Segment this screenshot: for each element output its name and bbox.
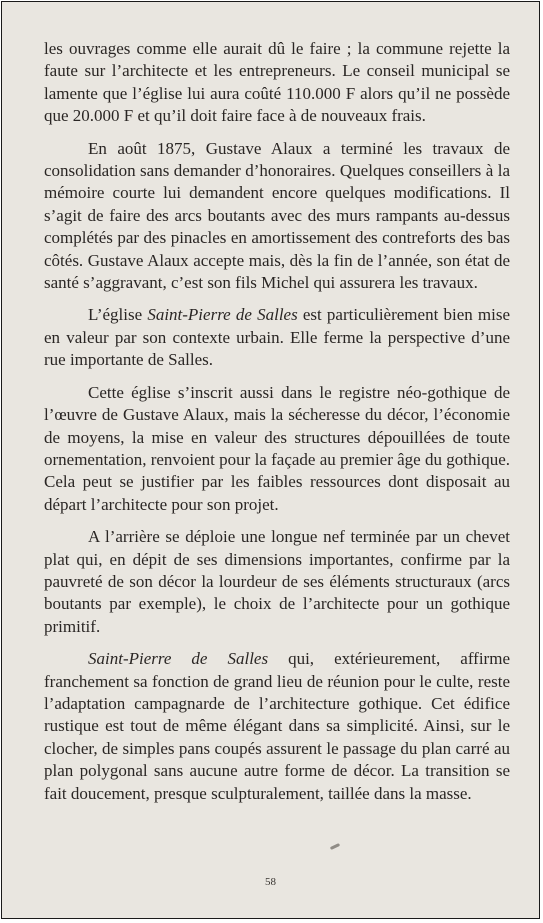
book-page	[1, 1, 540, 919]
paragraph-3-start: L’église	[88, 305, 148, 325]
paragraph-6-rest: qui, extérieurement, affirme franchement sa fonction de grand lieu de réunion pour le culte, reste l’adaptation campagnarde de l’architecture gothique. Cet édifice rustique est tout de même élégant dans sa simplicité. Ainsi, sur le clocher, de simples pans coupés assurent le passage du plan carré au plan polygonal sans aucune autre forme de décor. La transition se fait doucement, presque sculpturalement, taillée dans la masse.	[44, 649, 510, 803]
church-name-italic: Saint-Pierre de Salles	[147, 305, 298, 325]
paragraph-6	[44, 648, 510, 805]
paragraph-1: les ouvrages comme elle aurait dû le faire ; la commune rejette la faute sur l’architecte et les entrepreneurs. Le conseil municipal se lamente que l’église lui aura coûté 110.000 F alors qu’il ne possède que 20.000 F et qu’il doit faire face à de nouveaux frais.	[44, 39, 510, 126]
paragraph-2: En août 1875, Gustave Alaux a terminé les travaux de consolidation sans demander d’honoraires. Quelques conseillers à la mémoire courte lui demandent encore quelques modifications. Il s’agit de faire des arcs boutants avec des murs rampants au-dessus complétés par des pinacles en amortissement des contreforts des bas côtés. Gustave Alaux accepte mais, dès la fin de l’année, son état de santé s’aggravant, c’est son fils Michel qui assurera les travaux.	[44, 138, 510, 293]
paragraph-4: Cette église s’inscrit aussi dans le registre néo-gothique de l’œuvre de Gustave Alaux, mais la sécheresse du décor, l’économie de moyens, la mise en valeur des structures dépouillées de toute ornementation, renvoient pour la façade au premier âge du gothique. Cela peut se justifier par les faibles ressources dont disposait au départ l’architecte pour son projet.	[44, 382, 510, 514]
paragraph-3	[44, 304, 510, 371]
church-name-italic: Saint-Pierre de Salles	[88, 649, 269, 669]
ink-speck	[330, 843, 340, 850]
body-text	[44, 38, 510, 815]
paragraph-3-rest: est particulièrement bien mise en valeur par son contexte urbain. Elle ferme la perspective d’une rue importante de Salles.	[44, 305, 511, 370]
paragraph-5: A l’arrière se déploie une longue nef terminée par un chevet plat qui, en dépit de ses dimensions importantes, confirme par la pauvreté de son décor la lourdeur de ses éléments structuraux (arcs boutants par exemple), le choix de l’architecte pour un gothique primitif.	[44, 527, 510, 636]
page-number: 58	[265, 876, 276, 888]
